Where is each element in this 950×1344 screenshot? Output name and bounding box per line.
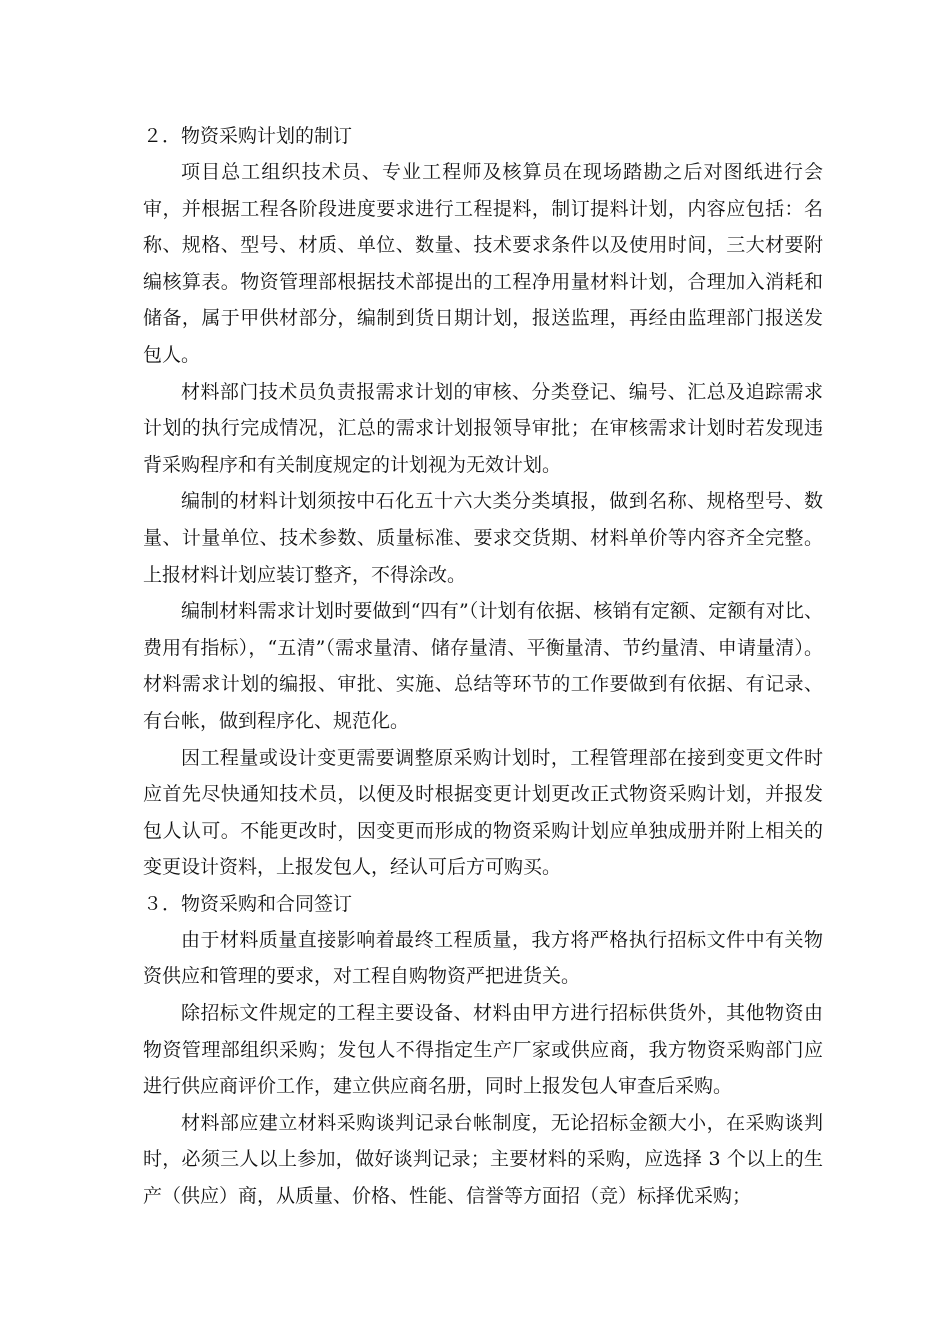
paragraph: 由于材料质量直接影响着最终工程质量，我方将严格执行招标文件中有关物资供应和管理的要求，对工程自购物资严把进货关。 xyxy=(143,928,823,988)
paragraph: 项目总工组织技术员、专业工程师及核算员在现场踏勘之后对图纸进行会审，并根据工程各阶段进度要求进行工程提料，制订提料计划，内容应包括：名称、规格、型号、材质、单位、数量、技术要求条件以及使用时间，三大材要附编核算表。物资管理部根据技术部提出的工程净用量材料计划，合理加入消耗和储备，属于甲供材部分，编制到货日期计划，报送监理，再经由监理部门报送发包人。 xyxy=(143,161,823,366)
document-body xyxy=(143,118,823,1215)
paragraph: 材料部应建立材料采购谈判记录台帐制度，无论招标金额大小，在采购谈判时，必须三人以上参加，做好谈判记录；主要材料的采购，应选择 3 个以上的生产（供应）商，从质量、价格、性能、信誉等方面招（竞）标择优采购； xyxy=(143,1111,823,1208)
paragraph: 编制的材料计划须按中石化五十六大类分类填报，做到名称、规格型号、数量、计量单位、技术参数、质量标准、要求交货期、材料单价等内容齐全完整。上报材料计划应装订整齐，不得涂改。 xyxy=(143,490,823,586)
section-heading: ２．物资采购计划的制订 xyxy=(143,125,353,147)
section-heading: ３．物资采购和合同签订 xyxy=(143,892,353,915)
paragraph: 材料部门技术员负责报需求计划的审核、分类登记、编号、汇总及追踪需求计划的执行完成情况，汇总的需求计划报领导审批；在审核需求计划时若发现违背采购程序和有关制度规定的计划视为无效计划。 xyxy=(143,380,823,476)
paragraph: 因工程量或设计变更需要调整原采购计划时，工程管理部在接到变更文件时应首先尽快通知技术员，以便及时根据变更计划更改正式物资采购计划，并报发包人认可。不能更改时，因变更而形成的物资采购计划应单独成册并附上相关的变更设计资料，上报发包人，经认可后方可购买。 xyxy=(143,746,823,879)
paragraph: 除招标文件规定的工程主要设备、材料由甲方进行招标供货外，其他物资由物资管理部组织采购；发包人不得指定生产厂家或供应商，我方物资采购部门应进行供应商评价工作，建立供应商名册，同时上报发包人审查后采购。 xyxy=(143,1002,823,1098)
paragraph: 编制材料需求计划时要做到“四有”（计划有依据、核销有定额、定额有对比、费用有指标），“五清”（需求量清、储存量清、平衡量清、节约量清、申请量清）。材料需求计划的编报、审批、实施、总结等环节的工作要做到有依据、有记录、有台帐，做到程序化、规范化。 xyxy=(143,600,823,732)
